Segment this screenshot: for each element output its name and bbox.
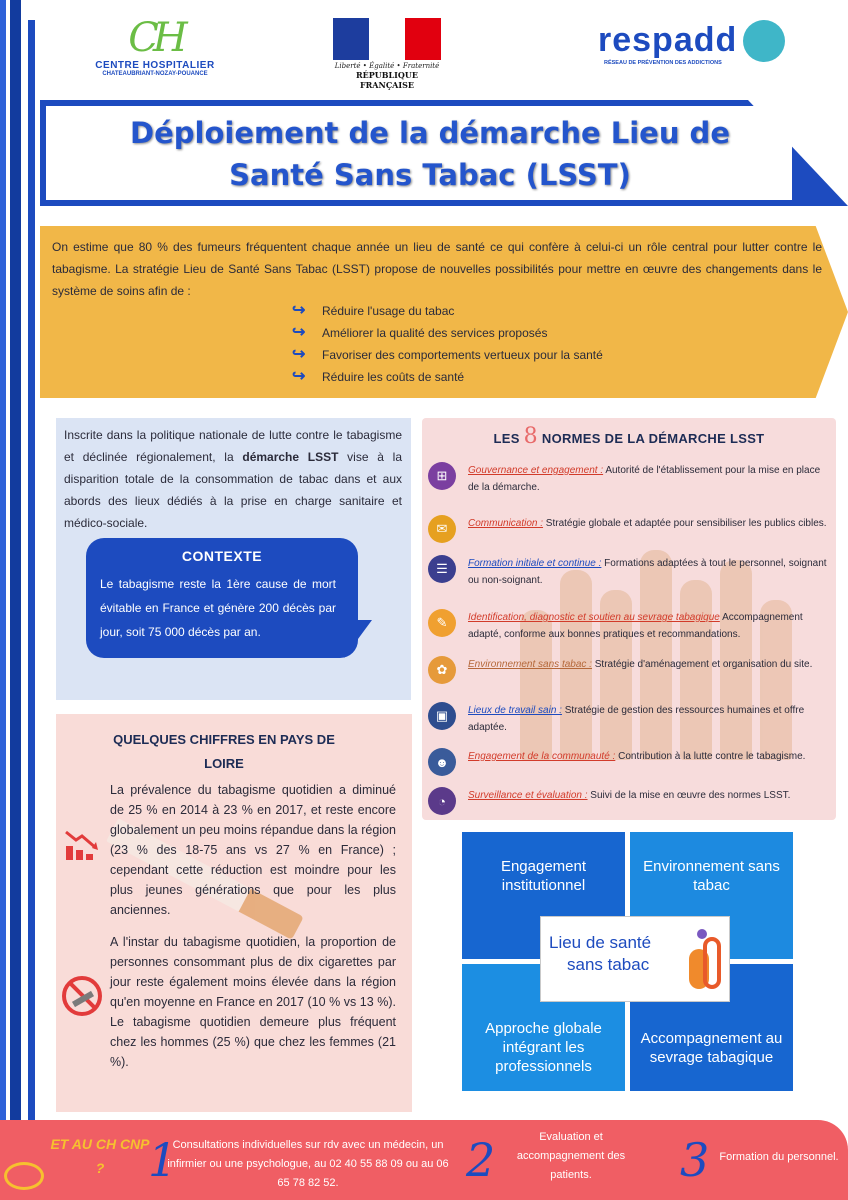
lsst-tile-label: Environnement sans tabac (643, 857, 780, 894)
lsst-diagram (462, 832, 798, 1092)
curved-arrow-icon: ↪ (292, 368, 306, 385)
chart-icon: ◔ (428, 787, 456, 815)
norme-item (428, 555, 832, 589)
norme-text (468, 462, 832, 496)
intro-goal-item (292, 344, 603, 366)
chiffres-title: QUELQUES CHIFFRES EN PAYS DE LOIRE (113, 732, 335, 771)
community-icon: ☻ (428, 748, 456, 776)
left-stripe-main (10, 0, 21, 1200)
lsst-logo-mark-icon (689, 929, 723, 993)
norme-item (428, 748, 832, 776)
norme-text (468, 787, 790, 804)
footer-title: ET AU CH CNP ? (50, 1136, 150, 1176)
norme-item (428, 609, 832, 643)
marianne-flag-icon (333, 18, 441, 60)
norme-text (468, 609, 832, 643)
intro-goal-item (292, 322, 603, 344)
norme-description: Suivi de la mise en œuvre des normes LSST. (587, 790, 791, 801)
contexte-text: Le tabagisme reste la 1ère cause de mort évitable en France et génère 200 décès par jour, soit 75 000 décès par an. (100, 577, 336, 639)
ch-logo-sub: CHATEAUBRIANT-NOZAY-POUANCE (102, 71, 208, 77)
republique-name: RÉPUBLIQUE FRANÇAISE (356, 70, 418, 90)
normes-title (422, 424, 836, 449)
lsst-tile-label: Accompagnement au sevrage tabagique (640, 1029, 783, 1066)
intro-goal-item (292, 366, 603, 388)
norme-key: Identification, diagnostic et soutien au sevrage tabagique (468, 612, 720, 623)
clipboard-icon: ✎ (428, 609, 456, 637)
norme-item (428, 515, 832, 543)
respadd-logo-name: respadd (598, 21, 738, 59)
chiffres-paragraph-1: La prévalence du tabagisme quotidien a diminué de 25 % en 2014 à 23 % en 2017, et reste encore globalement un peu moins répandue dans la région (23 % des 18-75 ans vs 27 % en France) ; cependant cette réduction est moindre pour les plus jeunes générations que pour les plus anciennes. (110, 783, 396, 917)
footer-number: 1 (148, 1133, 178, 1187)
briefcase-icon: ▣ (428, 702, 456, 730)
document-icon: ☰ (428, 555, 456, 583)
norme-description: Autorité de l'établissement pour la mise en place de la démarche. (468, 465, 821, 493)
policy-text-after: vise à la disparition totale de la consommation de tabac dans et aux abords des lieux dédiés à la prise en charge sanitaire et médico-sociale. (64, 450, 402, 530)
curved-arrow-icon: ↪ (292, 324, 306, 341)
intro-goal-label: Favoriser des comportements vertueux pour la santé (322, 348, 603, 362)
norme-key: Environnement sans tabac : (468, 659, 592, 670)
plant-icon: ✿ (428, 656, 456, 684)
intro-goal-label: Réduire l'usage du tabac (322, 304, 455, 318)
norme-item (428, 702, 832, 736)
footer-number: 3 (680, 1133, 710, 1187)
title-banner-corner (748, 100, 848, 206)
declining-chart-icon (64, 826, 100, 862)
policy-text-before: Inscrite dans la politique nationale de lutte contre le tabagisme et déclinée régionalement, la (64, 428, 402, 464)
curved-arrow-icon: ↪ (292, 346, 306, 363)
ch-logo-name: CENTRE HOSPITALIER (95, 60, 215, 71)
centre-hospitalier-logo (80, 16, 230, 96)
norme-key: Engagement de la communauté : (468, 751, 616, 762)
intro-text: On estime que 80 % des fumeurs fréquentent chaque année un lieu de santé ce qui confère à celui-ci un rôle central pour lutter contre le tabagisme. La stratégie Lieu de Santé Sans Tabac (LSST) propose de nouvelles possibilités pour mettre en œuvre des changements dans le système de soins afin de : (52, 240, 822, 298)
respadd-logo (598, 20, 798, 80)
normes-title-before: LES (493, 431, 524, 446)
lsst-tile-label: Engagement institutionnel (500, 857, 587, 894)
norme-text (468, 555, 832, 589)
normes-title-after: NORMES DE LA DÉMARCHE LSST (537, 431, 765, 446)
intro-goals-list (292, 300, 603, 388)
intro-goal-item (292, 300, 603, 322)
norme-item (428, 787, 832, 815)
norme-key: Lieux de travail sain : (468, 705, 562, 716)
intro-goal-label: Améliorer la qualité des services proposés (322, 326, 548, 340)
left-stripe-outer (0, 0, 6, 1200)
curved-arrow-icon: ↪ (292, 302, 306, 319)
norme-item (428, 656, 832, 684)
norme-key: Formation initiale et continue : (468, 558, 602, 569)
intro-goal-label: Réduire les coûts de santé (322, 370, 465, 384)
footer-item-text: Consultations individuelles sur rdv avec un médecin, un infirmier ou une psychologue, au 02 40 55 88 09 ou au 06 65 78 82 52. (167, 1139, 449, 1189)
norme-text (468, 515, 827, 532)
norme-text (468, 656, 812, 673)
left-stripe-inner (28, 20, 35, 1120)
normes-title-number: 8 (523, 424, 538, 449)
speech-bubble-icon (4, 1162, 44, 1190)
org-chart-icon: ⊞ (428, 462, 456, 490)
lsst-center-logo (540, 916, 730, 1002)
no-smoking-icon (62, 976, 102, 1016)
norme-key: Gouvernance et engagement : (468, 465, 604, 476)
republique-francaise-logo (332, 18, 442, 90)
norme-description: Stratégie d'aménagement et organisation du site. (591, 659, 813, 670)
chiffres-paragraph-2: A l'instar du tabagisme quotidien, la proportion de personnes consommant plus de dix cigarettes par jour reste également moins élevée dans la région qu'en moyenne en France en 2017 (10 % vs 13 %). Le tabagisme quotidien demeure plus fréquent chez les hommes (25 %) que chez les femmes (21 %). (110, 935, 396, 1069)
contexte-title: CONTEXTE (181, 548, 263, 564)
policy-text-bold: démarche LSST (242, 450, 339, 464)
norme-description: Formations adaptées à tout le personnel, soignant ou non-soignant. (468, 558, 827, 586)
norme-item (428, 462, 832, 496)
republique-motto: Liberté • Égalité • Fraternité (334, 62, 440, 70)
norme-key: Surveillance et évaluation : (468, 790, 588, 801)
lsst-center-line-2: sans tabac (567, 955, 650, 974)
page-title: Déploiement de la démarche Lieu de Santé Sans Tabac (LSST) (130, 116, 730, 192)
chat-icon: ✉ (428, 515, 456, 543)
norme-description: Contribution à la lutte contre le tabagisme. (615, 751, 806, 762)
norme-key: Communication : (468, 518, 544, 529)
footer-item-text: Evaluation et accompagnement des patients. (516, 1131, 626, 1181)
norme-text (468, 748, 805, 765)
footer-number: 2 (466, 1133, 496, 1187)
respadd-logo-sub: RÉSEAU DE PRÉVENTION DES ADDICTIONS (604, 60, 722, 66)
ch-logo-mark: CH (128, 15, 182, 61)
norme-description: Accompagnement adapté, conforme aux bonnes pratiques et recommandations. (468, 612, 803, 640)
norme-description: Stratégie de gestion des ressources humaines et offre adaptée. (468, 705, 805, 733)
contexte-bubble-tail (344, 620, 372, 658)
policy-text (64, 424, 402, 534)
footer-item-text: Formation du personnel. (719, 1151, 839, 1163)
lsst-tile-label: Approche globale intégrant les professionnels (485, 1020, 602, 1075)
norme-description: Stratégie globale et adaptée pour sensibiliser les publics cibles. (543, 518, 827, 529)
norme-text (468, 702, 832, 736)
lsst-center-line-1: Lieu de santé (549, 933, 652, 952)
